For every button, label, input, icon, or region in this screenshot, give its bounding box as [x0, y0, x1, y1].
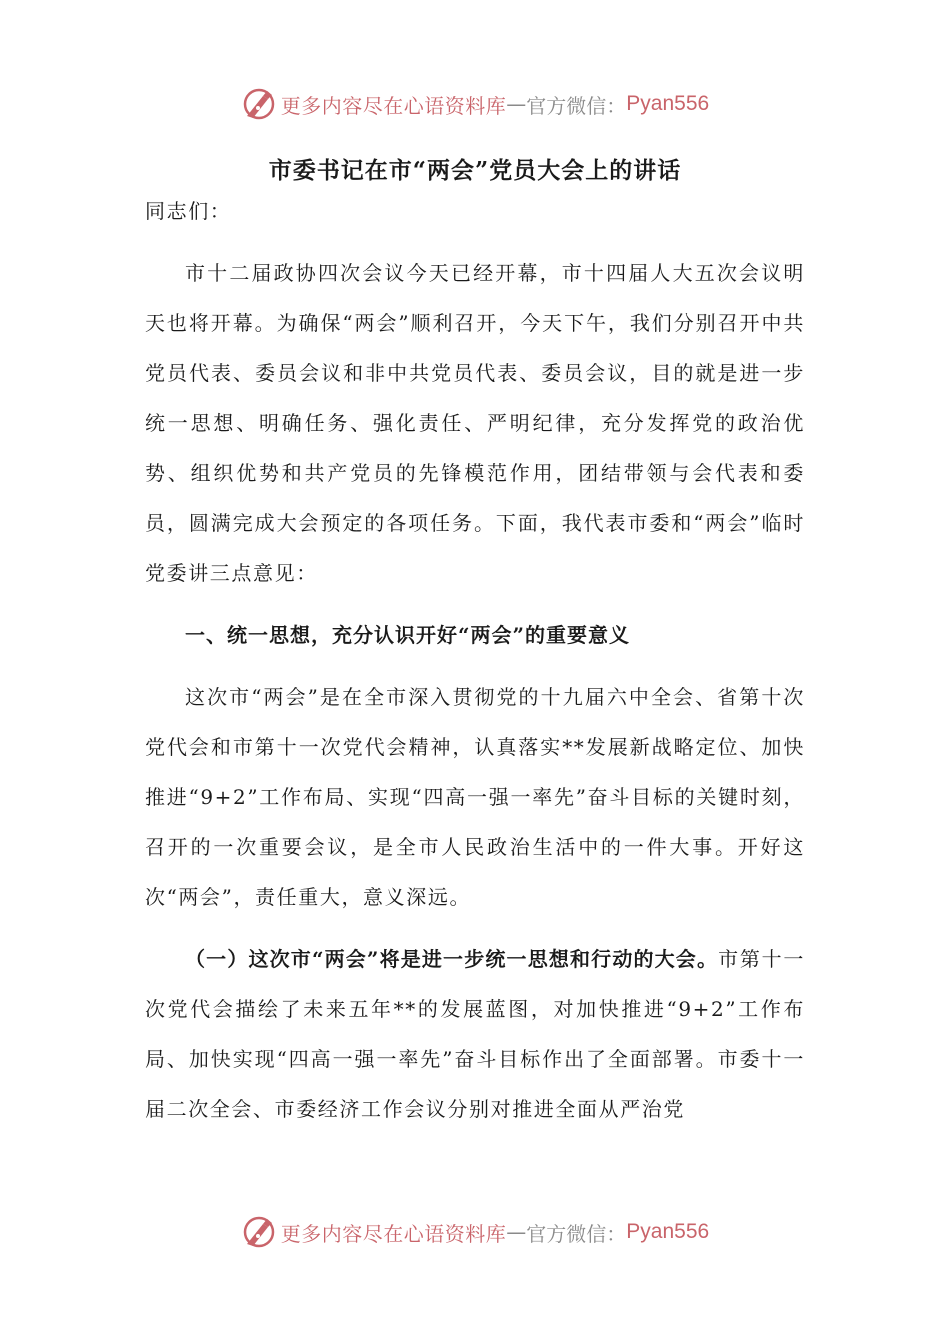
subsection-lead: （一）这次市“两会”将是进一步统一思想和行动的大会。 [185, 947, 719, 971]
watermark-label: 官方微信： [526, 93, 627, 118]
watermark-main-text: 更多内容尽在心语资料库 [280, 1221, 507, 1246]
document-title: 市委书记在市“两会”党员大会上的讲话 [268, 157, 682, 184]
watermark-wechat-id: Pyan556 [626, 92, 710, 115]
pen-nib-circle-icon [241, 1214, 277, 1250]
watermark-header [0, 82, 950, 126]
watermark-wechat-id: Pyan556 [626, 1220, 710, 1243]
paragraph-intro: 市十二届政协四次会议今天已经开幕，市十四届人大五次会议明天也将开幕。为确保“两会”顺利召开，今天下午，我们分别召开中共党员代表、委员会议和非中共党员代表、委员会议，目的就是进一步统一思想、明确任务、强化责任、严明纪律，充分发挥党的政治优势、组织优势和共产党员的先锋模范作用，团结带领与会代表和委员，圆满完成大会预定的各项任务。下面，我代表市委和“两会”临时党委讲三点意见： [145, 261, 805, 585]
watermark-dash: — [506, 1220, 527, 1244]
salutation: 同志们： [145, 199, 232, 223]
paragraph-section-1: 这次市“两会”是在全市深入贯彻党的十九届六中全会、省第十次党代会和市第十一次党代会精神，认真落实**发展新战略定位、加快推进“9+2”工作布局、实现“四高一强一率先”奋斗目标的关键时刻，召开的一次重要会议，是全市人民政治生活中的一件大事。开好这次“两会”，责任重大，意义深远。 [145, 685, 805, 909]
subsection-body: 市第十一次党代会描绘了未来五年**的发展蓝图，对加快推进“9+2”工作布局、加快实现“四高一强一率先”奋斗目标作出了全面部署。市委十一届二次全会、市委经济工作会议分别对推进全面从严治党 [145, 947, 805, 1121]
pen-nib-circle-icon [241, 86, 277, 122]
document-body [145, 186, 805, 1134]
watermark-dash: — [506, 92, 527, 116]
paragraph-subsection-1 [145, 934, 805, 1134]
watermark-footer [0, 1210, 950, 1254]
watermark-label: 官方微信： [526, 1221, 627, 1246]
section-heading-1: 一、统一思想，充分认识开好“两会”的重要意义 [185, 623, 631, 647]
watermark-main-text: 更多内容尽在心语资料库 [280, 93, 507, 118]
